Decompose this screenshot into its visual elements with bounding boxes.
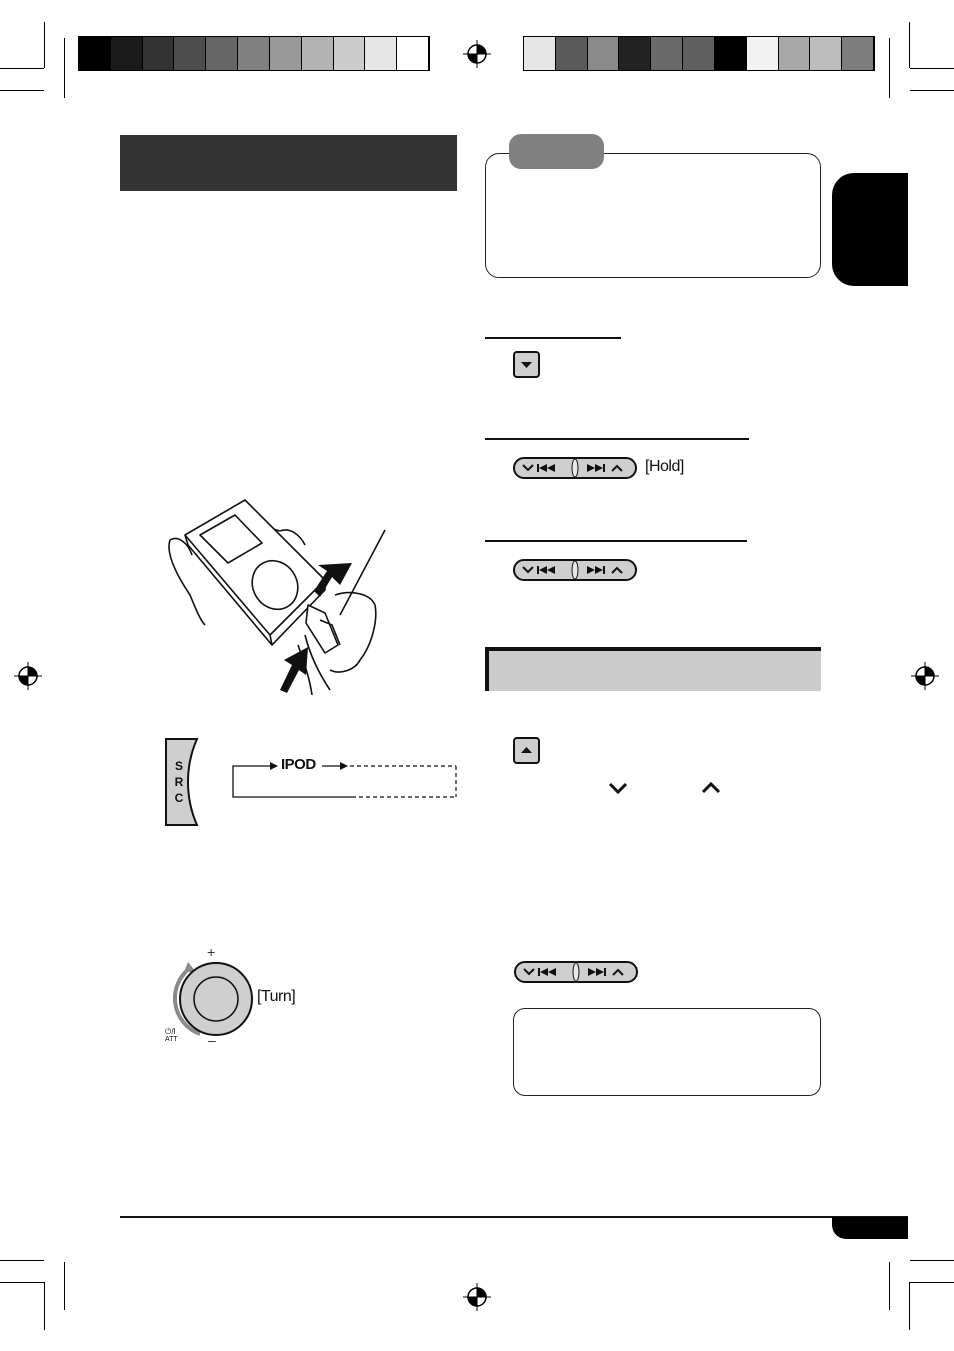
color-swatch — [206, 37, 238, 70]
note-tab — [509, 134, 604, 169]
crop-mark — [0, 68, 44, 69]
crop-mark — [0, 90, 44, 91]
subsection-rule — [485, 540, 747, 542]
color-swatch — [365, 37, 397, 70]
ipod-connection-illustration — [160, 495, 400, 695]
color-swatch — [556, 37, 588, 70]
src-label: S R C — [174, 759, 184, 805]
seek-arrows-icon — [516, 963, 636, 981]
crop-mark — [64, 1262, 65, 1310]
info-box — [513, 1008, 821, 1096]
crop-mark — [909, 22, 910, 68]
ipod-source-label: IPOD — [281, 756, 316, 773]
section-header-bar — [120, 135, 457, 191]
crop-mark — [910, 1282, 954, 1283]
up-button[interactable] — [513, 737, 540, 764]
color-swatch — [810, 37, 842, 70]
volume-minus-label: – — [208, 1032, 216, 1048]
crop-mark — [909, 1282, 910, 1330]
seek-button[interactable] — [513, 559, 637, 581]
language-side-tab — [832, 173, 908, 286]
color-swatch — [842, 37, 874, 70]
color-swatch — [334, 37, 366, 70]
triangle-up-icon — [515, 739, 538, 762]
color-swatch — [397, 37, 429, 70]
volume-plus-label: + — [207, 944, 216, 960]
down-button[interactable] — [513, 351, 540, 378]
seek-arrows-icon — [515, 459, 635, 477]
triangle-down-icon — [515, 353, 538, 376]
power-att-symbol: ⏻/I — [165, 1027, 176, 1036]
crop-mark — [889, 38, 890, 98]
color-swatch — [143, 37, 175, 70]
source-flow-diagram — [228, 756, 460, 802]
color-swatch — [79, 37, 111, 70]
crop-mark — [0, 1260, 44, 1261]
registration-target-icon — [911, 662, 939, 690]
color-swatch — [238, 37, 270, 70]
color-swatch — [683, 37, 715, 70]
crop-mark — [64, 38, 65, 98]
color-swatch — [747, 37, 779, 70]
seek-button[interactable] — [514, 961, 638, 983]
registration-target-icon — [463, 1283, 491, 1311]
color-swatch — [619, 37, 651, 70]
chevron-up-icon — [700, 780, 722, 796]
crop-mark — [44, 1282, 45, 1330]
crop-mark — [910, 1260, 954, 1261]
color-calibration-bar-right — [523, 36, 875, 71]
color-swatch — [174, 37, 206, 70]
color-swatch — [588, 37, 620, 70]
color-swatch — [270, 37, 302, 70]
color-calibration-bar-left — [78, 36, 430, 71]
crop-mark — [0, 1282, 44, 1283]
crop-mark — [910, 68, 954, 69]
color-swatch — [651, 37, 683, 70]
subsection-rule — [485, 438, 749, 440]
subsection-rule — [485, 337, 621, 339]
color-swatch — [715, 37, 747, 70]
section-title-bar — [485, 647, 821, 691]
crop-mark — [889, 1262, 890, 1310]
note-box — [485, 153, 821, 278]
registration-target-icon — [463, 40, 491, 68]
hold-label: [Hold] — [645, 458, 684, 475]
att-label: ATT — [165, 1036, 178, 1043]
color-swatch — [111, 37, 143, 70]
registration-target-icon — [14, 662, 42, 690]
color-swatch — [779, 37, 811, 70]
seek-arrows-icon — [515, 561, 635, 579]
crop-mark — [44, 22, 45, 68]
page-number-tab — [832, 1217, 908, 1239]
turn-label: [Turn] — [257, 988, 296, 1005]
seek-button[interactable] — [513, 457, 637, 479]
color-swatch — [302, 37, 334, 70]
crop-mark — [910, 90, 954, 91]
footer-rule — [120, 1216, 908, 1218]
chevron-down-icon — [607, 780, 629, 796]
color-swatch — [524, 37, 556, 70]
